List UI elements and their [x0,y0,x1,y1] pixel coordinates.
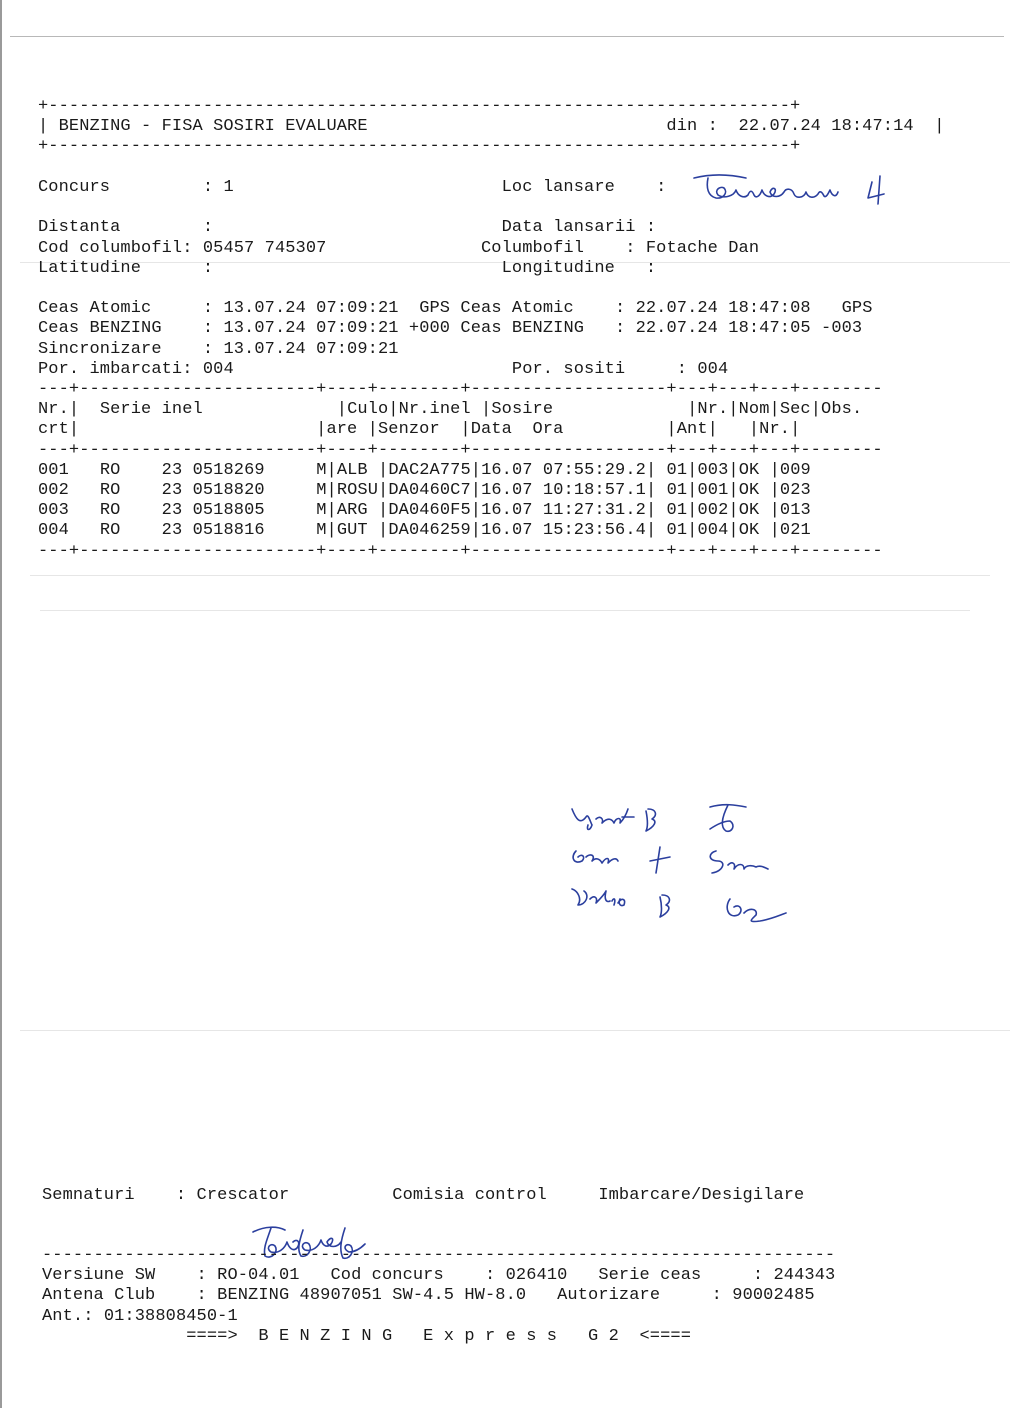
table-row: 004 RO 23 0518816 M|GUT |DA046259|16.07 15:23:56.4| 01|004|OK |021 [38,521,811,541]
benzing-express-banner: ====> B E N Z I N G E x p r e s s G 2 <==== [186,1326,692,1346]
date-label: din : [666,117,718,137]
ant-value: 01:38808450-1 [103,1306,238,1326]
cod-concurs-value: 026410 [505,1266,568,1286]
table-rule: ---+-----------------------+----+--------+-------------------+---+---+---+-------- [38,541,883,561]
distanta-label: Distanta [38,218,121,238]
print-date: 22.07.24 18:47:14 [738,117,914,137]
cod-label: Cod columbofil: [38,238,193,258]
box-border: +------------------------------------------------------------------------+ [38,137,801,157]
scan-top-rule [10,36,1004,37]
versiune-label: Versiune SW [42,1266,156,1286]
versiune-value: RO-04.01 [217,1266,300,1286]
comisia-label: Comisia control [392,1186,547,1205]
benzing-label: Ceas BENZING [38,319,162,339]
footer-rule: ----------------------------------------------------------------------------- [42,1246,836,1265]
box-border: +------------------------------------------------------------------------+ [38,97,801,116]
autorizare-value: 90002485 [732,1286,815,1306]
handwritten-release-location [688,168,898,210]
imbarcati-value: 004 [202,359,234,379]
atomic-label: Ceas Atomic [38,299,152,319]
latitudine-label: Latitudine [38,258,142,278]
benzing-end: 22.07.24 18:47:05 [635,319,811,339]
longitudine-label: Longitudine [501,258,615,278]
sync-value: 13.07.24 07:09:21 [223,339,399,359]
cod-value: 05457 745307 [202,238,327,258]
table-header-row: crt| |are |Senzor |Data Ora |Ant| |Nr.| [38,420,801,440]
signatures-row: Semnaturi : Crescator Comisia control Imbarcare/Desigilare [42,1186,805,1205]
antena-value: BENZING 48907051 SW-4.5 HW-8.0 [217,1286,527,1306]
loc-lansare-label: Loc lansare [501,178,615,197]
table-row: 002 RO 23 0518820 M|ROSU|DA0460C7|16.07 10:18:57.1| 01|001|OK |023 [38,481,811,501]
concurs-value: 1 [223,178,234,197]
box-border: | [38,117,59,137]
info-section: Concurs : 1 Loc lansare : Distanta : Data lansarii : Cod columbofil: 05457 745307 Columbofil : Fotache Dan Latitudine : Longitudine : Ceas Atomic : 13.07.24 07:09:21 GPS Ceas Atomic : 22.07.24 18:47:08 GPS Ceas BENZING : 13.07.24 07:09:21 +000 Ceas BENZING : 22.07.24 18:47:05 -003 Sincronizare : 13.07.24 07:09:21 Por. imbarcati: 004 Por. sositi : 004 [38,178,873,379]
scan-artifact-line [40,610,970,611]
signatures-label: Semnaturi [42,1186,135,1205]
concurs-label: Concurs [38,178,111,197]
autorizare-label: Autorizare [557,1286,661,1306]
data-lansarii-label: Data lansarii [501,218,636,238]
table-header-row: Nr.| Serie inel |Culo|Nr.inel |Sosire |Nr.|Nom|Sec|Obs. [38,400,863,420]
arrivals-table [38,380,883,562]
imbarcare-label: Imbarcare/Desigilare [598,1186,805,1205]
imbarcati-label: Por. imbarcati: [38,359,193,379]
benzing-start: 13.07.24 07:09:21 [223,319,399,339]
scan-artifact-line [20,1030,1010,1031]
serie-ceas-label: Serie ceas [598,1266,702,1286]
scan-artifact-line [30,575,990,576]
columbofil-value: Fotache Dan [645,238,760,258]
table-row: 003 RO 23 0518805 M|ARG |DA0460F5|16.07 11:27:31.2| 01|002|OK |013 [38,501,811,521]
sositi-value: 004 [697,359,729,379]
table-rule: ---+-----------------------+----+--------+-------------------+---+---+---+-------- [38,440,883,460]
table-row: 001 RO 23 0518269 M|ALB |DAC2A775|16.07 07:55:29.2| 01|003|OK |009 [38,460,811,480]
document-title: BENZING - FISA SOSIRI EVALUARE [58,117,368,137]
scan-edge [0,0,2,1408]
header-box: +------------------------------------------------------------------------+ | BENZING - FISA SOSIRI EVALUARE din : 22.07.24 18:47:14 | +------------------------------------------------------------------------+ [38,97,945,157]
atomic-end: 22.07.24 18:47:08 [635,299,811,319]
columbofil-label: Columbofil [481,238,585,258]
cod-concurs-label: Cod concurs [330,1266,444,1286]
table-rule: ---+-----------------------+----+--------+-------------------+---+---+---+-------- [38,380,883,399]
sositi-label: Por. sositi [511,359,626,379]
crescator-label: Crescator [196,1186,290,1205]
footer-section: ----------------------------------------------------------------------------- Versiune SW : RO-04.01 Cod concurs : 026410 Serie ceas : 244343 Antena Club : BENZING 48907051 SW-4.5 HW-8.0 Autorizare : 90002485 Ant.: 01:38808450-1 ====> B E N Z I N G E x p r e s s G 2 <==== [42,1246,836,1346]
atomic-start: 13.07.24 07:09:21 [223,299,399,319]
handwritten-commission-notes [560,795,800,945]
serie-ceas-value: 244343 [773,1266,836,1286]
sync-label: Sincronizare [38,339,162,359]
antena-label: Antena Club [42,1286,156,1306]
ant-label: Ant.: [42,1306,94,1326]
